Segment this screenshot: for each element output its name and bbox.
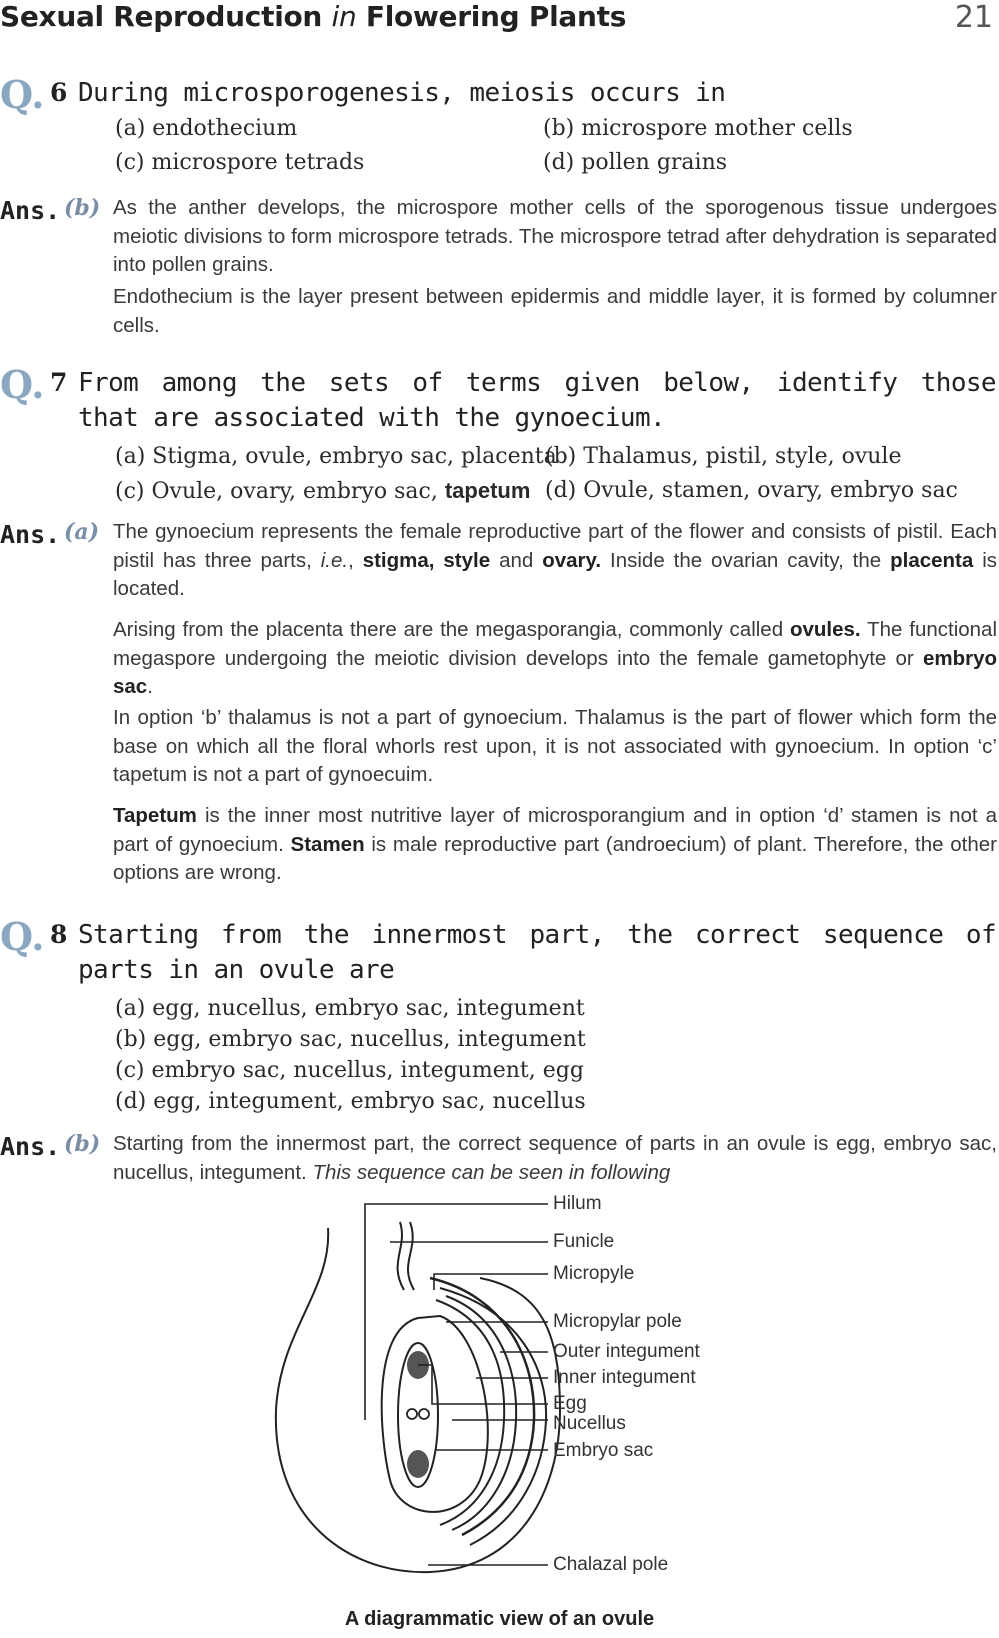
label-chalazal-pole: Chalazal pole xyxy=(553,1554,669,1575)
question-number: 8 xyxy=(50,920,68,949)
label-micropyle: Micropyle xyxy=(553,1263,635,1284)
funicle-line xyxy=(398,1222,404,1290)
answer-paragraph: As the anther develops, the microspore mother cells of the sporogenous tissue undergoes meiotic divisions to form microspore tetrads. The microspore tetrad after dehydration is separated into pollen grains. xyxy=(113,196,997,276)
egg-apparatus xyxy=(407,1351,429,1478)
option-b: (b) egg, embryo sac, nucellus, integument xyxy=(115,1027,586,1052)
question-marker: Q. xyxy=(0,914,45,959)
answer-paragraph: The gynoecium represents the female reproductive part of the flower and consists of pistil. Each pistil has three parts, i.e., stigma, style and ovary. Inside the ovarian cavity, the placenta is located. xyxy=(113,520,998,600)
label-funicle: Funicle xyxy=(553,1231,615,1252)
outer-integument-outline xyxy=(276,1228,560,1572)
answer-paragraph: Starting from the innermost part, the correct sequence of parts in an ovule is egg, embryo sac, nucellus, integument. This sequence can be seen in following xyxy=(113,1132,997,1184)
question-text: During microsporogenesis, meiosis occurs in xyxy=(78,78,726,108)
option-b: (b) Thalamus, pistil, style, ovule xyxy=(545,444,902,469)
answer-paragraph: Endothecium is the layer present between epidermis and middle layer, it is formed by columner cells. xyxy=(113,285,997,337)
answer-label: Ans. xyxy=(0,520,61,549)
label-embryo-sac: Embryo sac xyxy=(553,1440,654,1461)
answer-paragraph: In option ‘b’ thalamus is not a part of gynoecium. Thalamus is the part of flower which form the base on which all the floral whorls rest upon, it is not associated with gynoecium. In option ‘c’ tapetum is not a part of gynoecuim. xyxy=(113,706,997,786)
option-d: (d) egg, integument, embryo sac, nucellus xyxy=(115,1089,586,1114)
question-marker: Q. xyxy=(0,72,45,117)
question-number: 6 xyxy=(50,78,68,107)
hilum-leader xyxy=(365,1204,548,1420)
answer-letter: (b) xyxy=(64,1131,101,1157)
label-micropylar-pole: Micropylar pole xyxy=(553,1311,682,1332)
page-number: 21 xyxy=(954,0,993,35)
label-hilum: Hilum xyxy=(553,1193,602,1214)
answer-paragraph: Arising from the placenta there are the megasporangia, commonly called ovules. The functional megaspore undergoing the meiotic division develops into the female gametophyte or embryo sac. xyxy=(113,618,998,698)
figure-caption: A diagrammatic view of an ovule xyxy=(344,1608,655,1630)
option-a: (a) egg, nucellus, embryo sac, integument xyxy=(115,996,585,1021)
question-number: 7 xyxy=(50,368,68,397)
option-c: (c) microspore tetrads xyxy=(115,150,365,175)
page-title: Sexual Reproduction in Flowering Plants xyxy=(0,0,627,33)
label-inner-integument: Inner integument xyxy=(553,1367,696,1388)
micropyle-leader xyxy=(434,1274,548,1290)
option-a: (a) endothecium xyxy=(115,116,298,141)
option-d: (d) pollen grains xyxy=(543,150,728,175)
option-c: (c) Ovule, ovary, embryo sac, tapetum xyxy=(115,478,531,504)
answer-letter: (a) xyxy=(64,519,100,545)
option-d: (d) Ovule, stamen, ovary, embryo sac xyxy=(545,478,958,503)
question-marker: Q. xyxy=(0,362,45,407)
polar-nuclei xyxy=(407,1409,429,1419)
answer-label: Ans. xyxy=(0,196,61,225)
option-c: (c) embryo sac, nucellus, integument, egg xyxy=(115,1058,584,1083)
label-nucellus: Nucellus xyxy=(553,1413,626,1434)
question-text: From among the sets of terms given below, identify those that are associated with the gynoecium. xyxy=(78,368,996,433)
question-text: Starting from the innermost part, the correct sequence of parts in an ovule are xyxy=(78,920,996,985)
label-egg: Egg xyxy=(553,1393,587,1414)
option-b: (b) microspore mother cells xyxy=(543,116,853,141)
answer-label: Ans. xyxy=(0,1132,61,1161)
answer-letter: (b) xyxy=(64,195,101,221)
ovule-diagram xyxy=(0,1190,999,1590)
label-outer-integument: Outer integument xyxy=(553,1341,700,1362)
answer-paragraph: Tapetum is the inner most nutritive layer of microsporangium and in option ‘d’ stamen is not a part of gynoecium. Stamen is male reproductive part (androecium) of plant. Therefore, the other options are wrong. xyxy=(113,804,998,884)
option-a: (a) Stigma, ovule, embryo sac, placenta xyxy=(115,444,557,469)
